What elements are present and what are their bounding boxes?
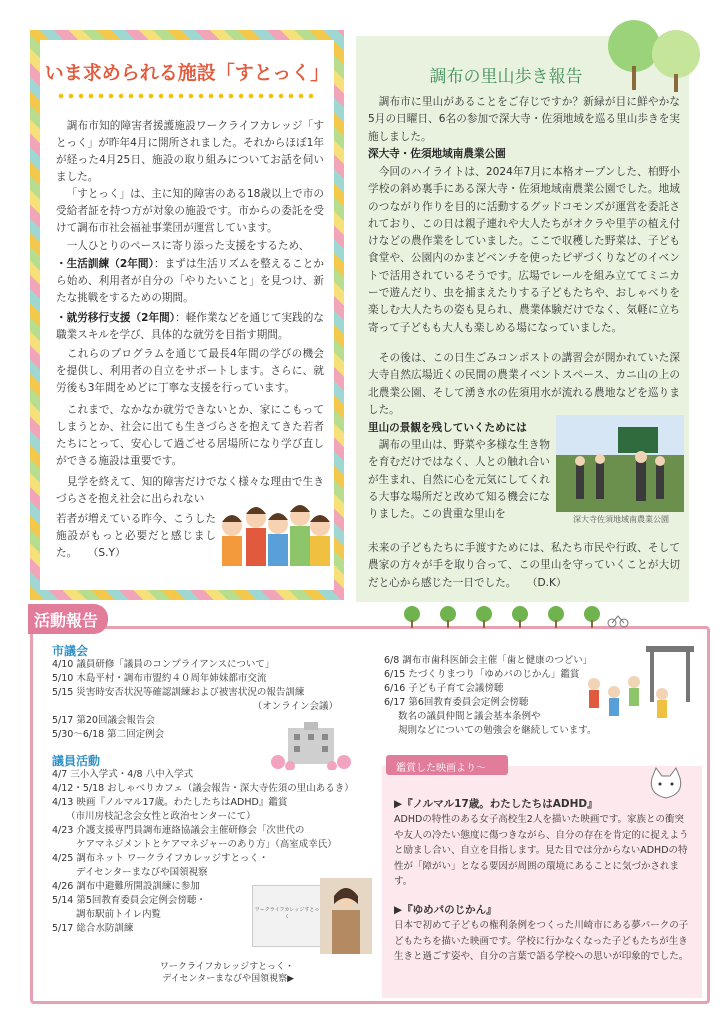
list-item: 4/26 調布中避難所開設訓練に参加 [52,881,200,892]
facility-sign: ワークライフカレッジすとっく [252,885,322,947]
list-item: デイセンターまなびや国領視察 [76,867,208,878]
right-article-title: 調布の里山歩き報告 [429,67,583,87]
kids-illustration [580,636,700,732]
left-paragraph-4: ・生活訓練（2年間）：まずは生活リズムを整えることから始め、利用者が自分の「やりたいこと」を見つけ、新たな挑戦をするための期間。 [56,258,324,305]
list-item: ケアマネジメントとケアマネジャーのあり方」（高室成幸氏） [76,839,337,850]
caption-line: デイセンターまなびや国領視察▶ [162,974,294,984]
member-activity-heading: 議員活動 [52,754,101,768]
film-1-text: ADHDの特性のある女子高校生2人を描いた映画です。家族との衝突や友人の冷たい態度に傷つきながら、自分の存在を肯定的に捉えようと励まし合い、自立を目指します。見た目では分からないADHDの特性が「障がい」となる要因が周囲の環境にあることに気づかされます。 [394,814,689,887]
left-paragraph-2: 「すとっく」は、主に知的障害のある18歳以上で市の受給者証を持つ方が対象の施設です。市からの委託を受けて調布市社会福祉事業団が運営しています。 [56,188,324,235]
person-group [222,505,330,566]
people-illustration [212,486,338,572]
list-item: 6/16 子ども子育て会議傍聴 [384,683,504,694]
right-activity-list [384,654,604,738]
left-paragraph-5: ・就労移行支援（2年間）：軽作業などを通じて実践的な職業スキルを学び、具体的な就労を目指す期間。 [56,312,324,342]
list-item: 4/10 議員研修「議員のコンプライアンスについて」 [52,659,275,670]
list-item: 数名の議員仲間と議会基本条例や [398,711,541,722]
list-item: （オンライン会議） [252,701,338,712]
activity-report-label: 活動報告 [28,604,108,634]
right-paragraph-4a: 調布の里山は、野菜や多様な生き物を育むだけではなく、人との触れ合いが生まれ、自然に心を元気にしてくれる大事な場所だと改めて知る機会になりました。この貴重な里山を [368,439,550,521]
left-paragraph-1: 調布市知的障害者援護施設ワークライフカレッジ「すとっく」が昨年4月に開所されました。それからほぼ1年が経った4月25日、施設の取り組みについてお話を伺いました。 [56,120,324,184]
list-item: 5/17 第20回議会報告会 [52,715,155,726]
city-hall-illustration [270,722,352,770]
list-item: 5/10 木島平村・調布市盟約４０周年姉妹都市交流 [52,673,267,684]
farm-photo-caption: 深大寺佐須地域南農業公園 [573,515,669,524]
film-2-text: 日本で初めて子どもの権利条例をつくった川崎市にある夢パークの子どもたちを描いた映画です。学校に行かなくなった子どもたちが生き生きと過ごす姿や、自分の言葉で語る学校への思いが印象的でした。 [394,920,689,962]
left-article-title: いま求められる施設「すとっく」 [44,62,330,84]
cat-icon [644,764,688,804]
list-item: 調布駅前トイレ内覧 [76,909,162,920]
dotted-divider [56,93,318,99]
right-paragraph-4b: 未来の子どもたちに手渡すためには、私たち市民や行政、そして農家の方々が手を取り合って、この里山を守っていくことが大切だと心から感じた一日でした。 （D.K） [368,542,680,589]
list-item: 5/30〜6/18 第二回定例会 [52,729,165,740]
visit-photo-caption [74,961,294,985]
list-item: 5/15 災害時安否状況等確認訓練および被害状況の報告訓練 [52,687,305,698]
right-heading-2: 里山の景観を残していくためには [368,422,527,434]
visit-photo [320,878,372,954]
list-item: （市川房枝記念会女性と政治センターにて） [66,811,256,822]
list-item: 4/23 介護支援専門員調布連絡協議会主催研修会「次世代の [52,825,305,836]
left-paragraph-8b: 若者が増えている昨今、こうした施設がもっと必要だと感じました。 （S.Y） [56,513,216,560]
list-item: 6/8 調布市歯科医師会主催「歯と健康のつどい」 [384,655,593,666]
tree-row-icon [400,604,630,628]
list-item: 5/17 総合水防訓練 [52,923,134,934]
left-paragraph-8a: 見学を終えて、知的障害だけでなく様々な理由で生きづらさを抱え社会に出られない [56,476,324,506]
farm-park-photo [556,415,684,512]
list-item: 6/15 たづくりまつり「ゆめパのじかん」鑑賞 [384,669,580,680]
list-item: 4/7 三小入学式・4/8 八中入学式 [52,769,194,780]
film-2-title: ▶『ゆめパのじかん』 [394,904,497,916]
list-item: 6/17 第6回教育委員会定例会傍聴 [384,697,529,708]
left-paragraph-3: 一人ひとりのペースに寄り添った支援をするため、 [66,240,310,252]
left-paragraph-7: これまで、なかなか就労できないとか、家にこもってしまうとか、社会に出ても生きづらさを抱えてきた若者たちにとって、安心して過ごせる居場所になり学び直しができる施設は重要です。 [56,404,324,468]
left-paragraph-6: これらのプログラムを通じて最長4年間の学びの機会を提供し、利用者の自立をサポートします。さらに、就労後も3年間をめどに丁寧な支援を行っています。 [56,348,324,395]
list-item: 4/13 映画『ノルマル17歳。わたしたちはADHD』鑑賞 [52,797,288,808]
films-tag: 鑑賞した映画より〜 [386,755,508,775]
right-paragraph-2: 今回のハイライトは、2024年7月に本格オープンした、柏野小学校の斜め裏手にある深大寺・佐須地域南農業公園でした。地域のつながり作りを目的に活動するグッドコモンズが運営を委託されており、この日は親子連れや大人たちがオクラや里芋の植え付けなどの農作業をしていました。ここで収穫した野菜は、子ども食堂や、公園内のかまどベンチを使ったピザづくりなどのイベントで活用されているそうです。広場でレールを組み立ててミニカーで遊んだり、虫を捕まえたりする子どもたちや、おしゃべりを楽しむ大人たちの姿も見られ、農業体験だけでなく、気軽に立ち寄って子どもも大人も楽しめる場になっていました。 [368,166,680,334]
film-1-title: ▶『ノルマル17歳。わたしたちはADHD』 [394,798,598,810]
list-item: 5/14 第5回教育委員会定例会傍聴・ [52,895,206,906]
list-item: 規則などについての勉強会を継続しています。 [398,725,597,736]
right-heading-1: 深大寺・佐須地域南農業公園 [368,148,506,160]
right-paragraph-3: その後は、この日生ごみコンポストの講習会が開かれていた深大寺自然広場近くの民間の農業イベントスペース、カニ山の上の北農業公園、そして湧き水の佐須用水が流れる農地などを巡りました。 [368,352,680,416]
list-item: 4/12・5/18 おしゃべりカフェ（議会報告・深大寺佐須の里山あるき） [52,783,354,794]
caption-line: ワークライフカレッジすとっく・ [159,962,294,972]
right-paragraph-1: 調布市に里山があることをご存じですか？新緑が目に鮮やかな5月の日曜日、6名の参加で深大寺・佐須地域を巡る里山歩きを実施しました。 [368,96,680,143]
list-item: 4/25 調布ネット ワークライフカレッジすとっく・ [52,853,269,864]
council-heading: 市議会 [52,644,89,658]
